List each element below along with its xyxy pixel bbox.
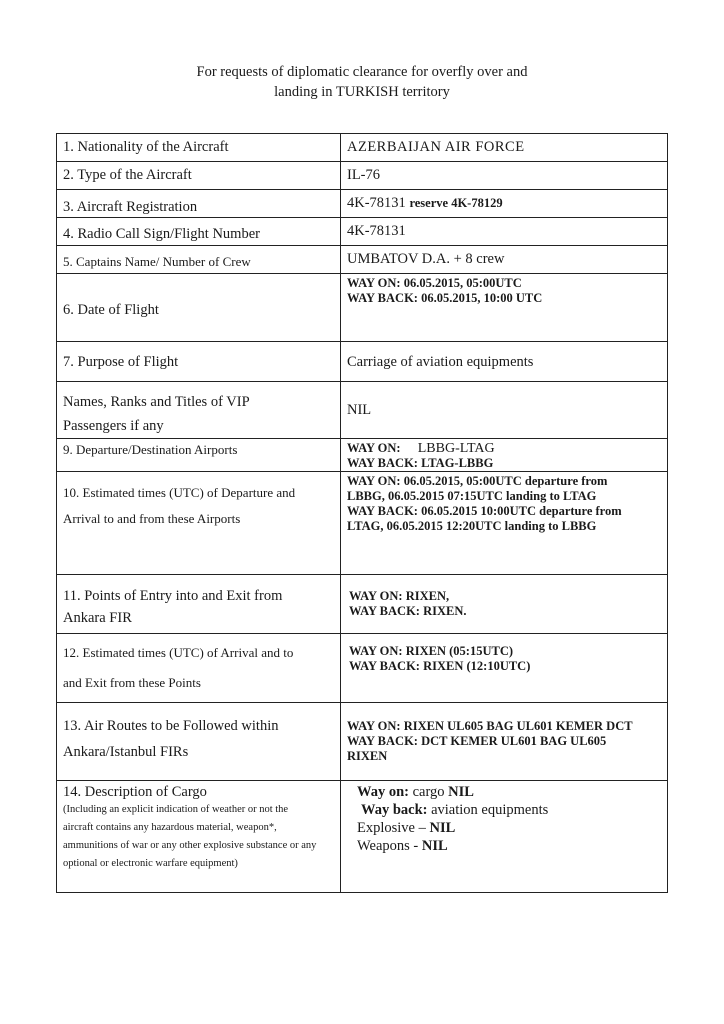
nationality-label: 1. Nationality of the Aircraft — [63, 139, 229, 155]
table-row — [57, 634, 668, 703]
entry-exit-label-line2: Ankara FIR — [63, 610, 132, 626]
times-airports-label-line2: Arrival to and from these Airports — [63, 511, 241, 526]
vip-label-line2: Passengers if any — [63, 418, 164, 434]
vip-label-line1: Names, Ranks and Titles of VIP — [63, 394, 250, 410]
points-times-way-back: WAY BACK: RIXEN (12:10UTC) — [349, 659, 531, 673]
times-airports-label — [57, 472, 340, 532]
table-row — [57, 382, 668, 439]
flight-date-value — [341, 274, 667, 306]
routes-line: RIXEN — [347, 749, 388, 763]
table-row — [57, 472, 668, 575]
entry-exit-way-back: WAY BACK: RIXEN. — [349, 604, 467, 618]
call-sign-label: 4. Radio Call Sign/Flight Number — [63, 226, 260, 242]
entry-exit-way-on: WAY ON: RIXEN, — [349, 589, 450, 603]
routes-label — [57, 703, 340, 765]
nationality-value: AZERBAIJAN AIR FORCE — [347, 139, 525, 155]
purpose-value: Carriage of aviation equipments — [347, 353, 534, 370]
cargo-note-line: aircraft contains any hazardous material, weapon*, — [63, 822, 277, 833]
times-airports-value — [341, 472, 667, 534]
table-row — [57, 781, 668, 893]
cargo-note-line: (Including an explicit indication of weather or not the — [63, 804, 289, 815]
flight-date-way-on: WAY ON: 06.05.2015, 05:00UTC — [347, 276, 522, 290]
registration-reserve: reserve 4K-78129 — [409, 196, 503, 210]
times-airports-line: WAY ON: 06.05.2015, 05:00UTC departure from — [347, 474, 608, 488]
times-airports-line: WAY BACK: 06.05.2015 10:00UTC departure from — [347, 504, 622, 518]
cargo-label: 14. Description of Cargo — [63, 784, 207, 800]
points-times-label — [57, 634, 340, 698]
entry-exit-label-line1: 11. Points of Entry into and Exit from — [63, 588, 283, 604]
table-row — [57, 246, 668, 274]
cargo-weapons: Weapons - NIL — [357, 838, 448, 854]
routes-line: WAY BACK: DCT KEMER UL601 BAG UL605 — [347, 734, 607, 748]
form-title-line2: landing in TURKISH territory — [274, 84, 450, 100]
table-row — [57, 575, 668, 634]
routes-value — [341, 703, 667, 764]
captain-label: 5. Captains Name/ Number of Crew — [63, 254, 251, 269]
clearance-form-table — [56, 133, 668, 893]
times-airports-line: LTAG, 06.05.2015 12:20UTC landing to LBBG — [347, 519, 597, 533]
table-row — [57, 274, 668, 342]
routes-line: WAY ON: RIXEN UL605 BAG UL601 KEMER DCT — [347, 719, 633, 733]
flight-date-way-back: WAY BACK: 06.05.2015, 10:00 UTC — [347, 291, 543, 305]
cargo-note — [57, 801, 340, 873]
flight-date-label: 6. Date of Flight — [63, 301, 159, 318]
cargo-note-line: optional or electronic warfare equipment) — [63, 858, 238, 869]
times-airports-label-line1: 10. Estimated times (UTC) of Departure and — [63, 485, 296, 500]
cargo-way-back: Way back: aviation equipments — [361, 802, 549, 818]
table-row — [57, 190, 668, 218]
cargo-explosive: Explosive – NIL — [357, 820, 456, 836]
airports-value — [341, 439, 667, 471]
table-row — [57, 162, 668, 190]
registration-label: 3. Aircraft Registration — [63, 199, 198, 215]
registration-value — [341, 190, 667, 212]
times-airports-line: LBBG, 06.05.2015 07:15UTC landing to LTAG — [347, 489, 597, 503]
cargo-way-on: Way on: cargo NIL — [357, 784, 474, 800]
airports-label: 9. Departure/Destination Airports — [63, 442, 238, 457]
table-row — [57, 134, 668, 162]
airports-way-on-route: LBBG-LTAG — [417, 441, 495, 456]
points-times-label-line1: 12. Estimated times (UTC) of Arrival and to — [63, 645, 294, 660]
table-row — [57, 703, 668, 781]
entry-exit-value — [341, 575, 667, 619]
points-times-way-on: WAY ON: RIXEN (05:15UTC) — [349, 644, 514, 658]
routes-label-line1: 13. Air Routes to be Followed within — [63, 718, 279, 734]
cargo-note-line: ammunitions of war or any other explosive substance or any — [63, 840, 317, 851]
aircraft-type-label: 2. Type of the Aircraft — [63, 167, 192, 183]
routes-label-line2: Ankara/Istanbul FIRs — [63, 744, 189, 760]
registration-main: 4K-78131 — [347, 195, 406, 211]
points-times-label-line2: and Exit from these Points — [63, 675, 201, 690]
cargo-value — [341, 781, 667, 855]
purpose-label: 7. Purpose of Flight — [63, 353, 179, 370]
table-row — [57, 342, 668, 382]
airports-way-on-prefix: WAY ON: — [347, 441, 401, 455]
captain-value: UMBATOV D.A. + 8 crew — [347, 251, 505, 267]
vip-label — [57, 382, 340, 438]
table-row — [57, 439, 668, 472]
vip-value: NIL — [347, 402, 372, 418]
call-sign-value: 4K-78131 — [347, 223, 406, 239]
aircraft-type-value: IL-76 — [347, 167, 381, 183]
form-title-line1: For requests of diplomatic clearance for overfly over and — [196, 64, 528, 80]
entry-exit-label — [57, 575, 340, 629]
form-title — [0, 62, 724, 102]
points-times-value — [341, 634, 667, 674]
table-row — [57, 218, 668, 246]
airports-way-back: WAY BACK: LTAG-LBBG — [347, 456, 494, 470]
